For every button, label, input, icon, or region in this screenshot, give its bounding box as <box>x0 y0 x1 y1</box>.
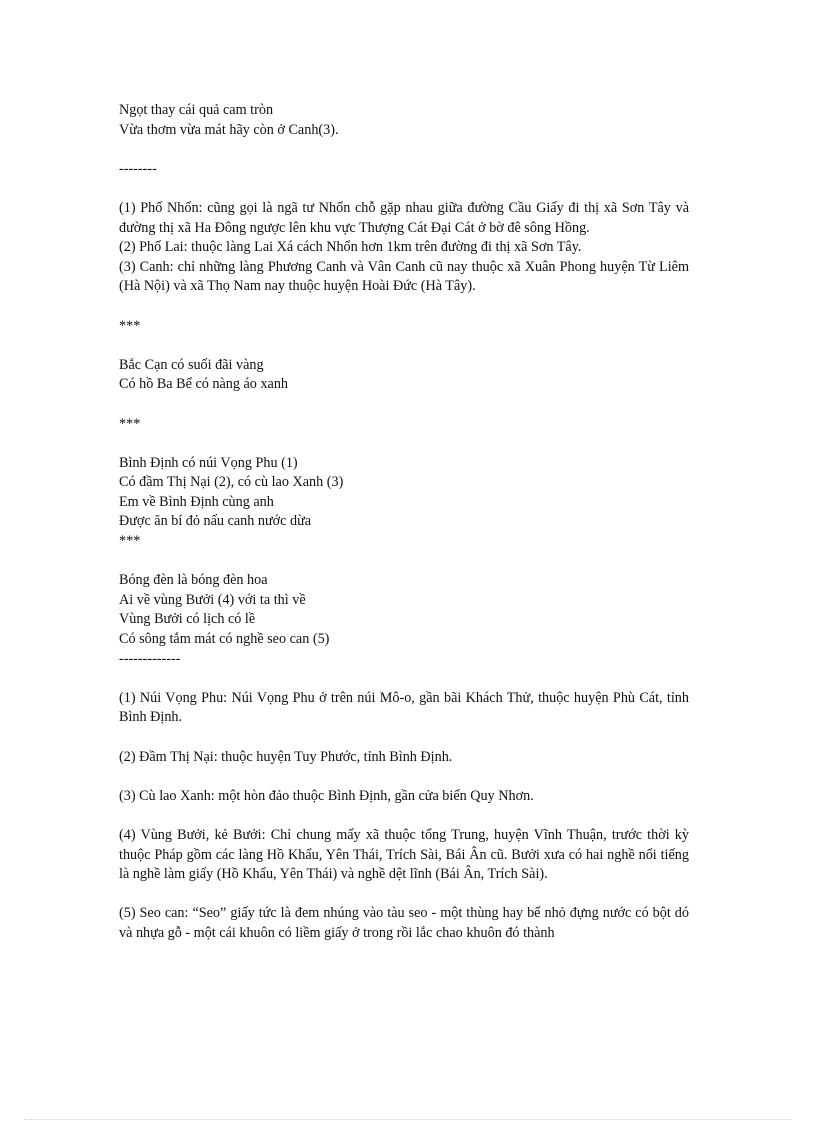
footnote-canh: (3) Canh: chỉ những làng Phương Canh và Vân Canh cũ nay thuộc xã Xuân Phong huyện Từ Liêm (Hà Nội) và xã Thọ Nam nay thuộc huyện Hoài Đức (Hà Tây). <box>119 258 689 295</box>
poem-binh-dinh-line-1: Bình Định có núi Vọng Phu (1) <box>119 454 298 471</box>
footnote-cu-lao-xanh: (3) Cù lao Xanh: một hòn đảo thuộc Bình Định, gần cửa biển Quy Nhơn. <box>119 787 534 804</box>
document-body <box>119 101 689 944</box>
footnote-seo-can: (5) Seo can: “Seo” giấy tức là đem nhúng vào tàu seo - một thùng hay bể nhỏ đựng nước có bột dó và nhựa gỗ - một cái khuôn có liềm giấy ở trong rồi lắc chao khuôn đó thành <box>119 905 689 941</box>
poem-bac-can-line-1: Bắc Cạn có suối đãi vàng <box>119 356 264 373</box>
separator-stars: *** <box>119 415 141 432</box>
footnote-vong-phu: (1) Núi Vọng Phu: Núi Vọng Phu ở trên núi Mô-o, gần bãi Khách Thử, thuộc huyện Phù Cát, tỉnh Bình Định. <box>119 689 689 726</box>
separator-dashes: -------- <box>119 160 157 177</box>
poem-bong-den-line-1: Bóng đèn là bóng đèn hoa <box>119 572 268 589</box>
poem-cam-line-1: Ngọt thay cái quả cam tròn <box>119 102 274 118</box>
poem-bong-den-line-4: Có sông tắm mát có nghề seo can (5) <box>119 631 330 648</box>
poem-cam-line-2: Vừa thơm vừa mát hãy còn ở Canh(3). <box>119 121 339 138</box>
footnote-pho-nhon: (1) Phố Nhổn: cũng gọi là ngã tư Nhổn chỗ gặp nhau giữa đường Cầu Giấy đi thị xã Sơn Tây và đường thị xã Ha Đông ngược lên khu vực Thượng Cát Đại Cát ở bờ đê sông Hồng. <box>119 199 689 236</box>
poem-bong-den-line-2: Ai về vùng Bưởi (4) với ta thì về <box>119 591 306 608</box>
poem-binh-dinh-line-4: Được ăn bí đỏ nấu canh nước dừa <box>119 513 312 530</box>
footnote-thi-nai: (2) Đầm Thị Nại: thuộc huyện Tuy Phước, tỉnh Bình Định. <box>119 748 453 765</box>
poem-binh-dinh-line-3: Em về Bình Định cùng anh <box>119 493 274 510</box>
footnote-pho-lai: (2) Phố Lai: thuộc làng Lai Xá cách Nhổn hơn 1km trên đường đi thị xã Sơn Tây. <box>119 239 582 256</box>
separator-stars: *** <box>119 317 141 334</box>
footnote-vung-buoi: (4) Vùng Bưởi, kẻ Bưởi: Chỉ chung mấy xã thuộc tổng Trung, huyện Vĩnh Thuận, trước thời kỳ thuộc Pháp gồm các làng Hồ Khẩu, Yên Thái, Trích Sài, Bái Ân cũ. Bưởi xưa có hai nghề nổi tiếng là nghề làm giấy (Hồ Khẩu, Yên Thái) và nghề dệt lĩnh (Bái Ân, Trích Sài). <box>119 826 689 883</box>
separator-stars: *** <box>119 533 141 550</box>
poem-bac-can-line-2: Có hồ Ba Bể có nàng áo xanh <box>119 376 289 393</box>
separator-dashes: ------------- <box>119 650 181 667</box>
poem-bong-den-line-3: Vùng Bưởi có lịch có lề <box>119 611 256 628</box>
page-bottom-border <box>24 1119 792 1120</box>
poem-binh-dinh-line-2: Có đầm Thị Nại (2), có cù lao Xanh (3) <box>119 474 344 491</box>
